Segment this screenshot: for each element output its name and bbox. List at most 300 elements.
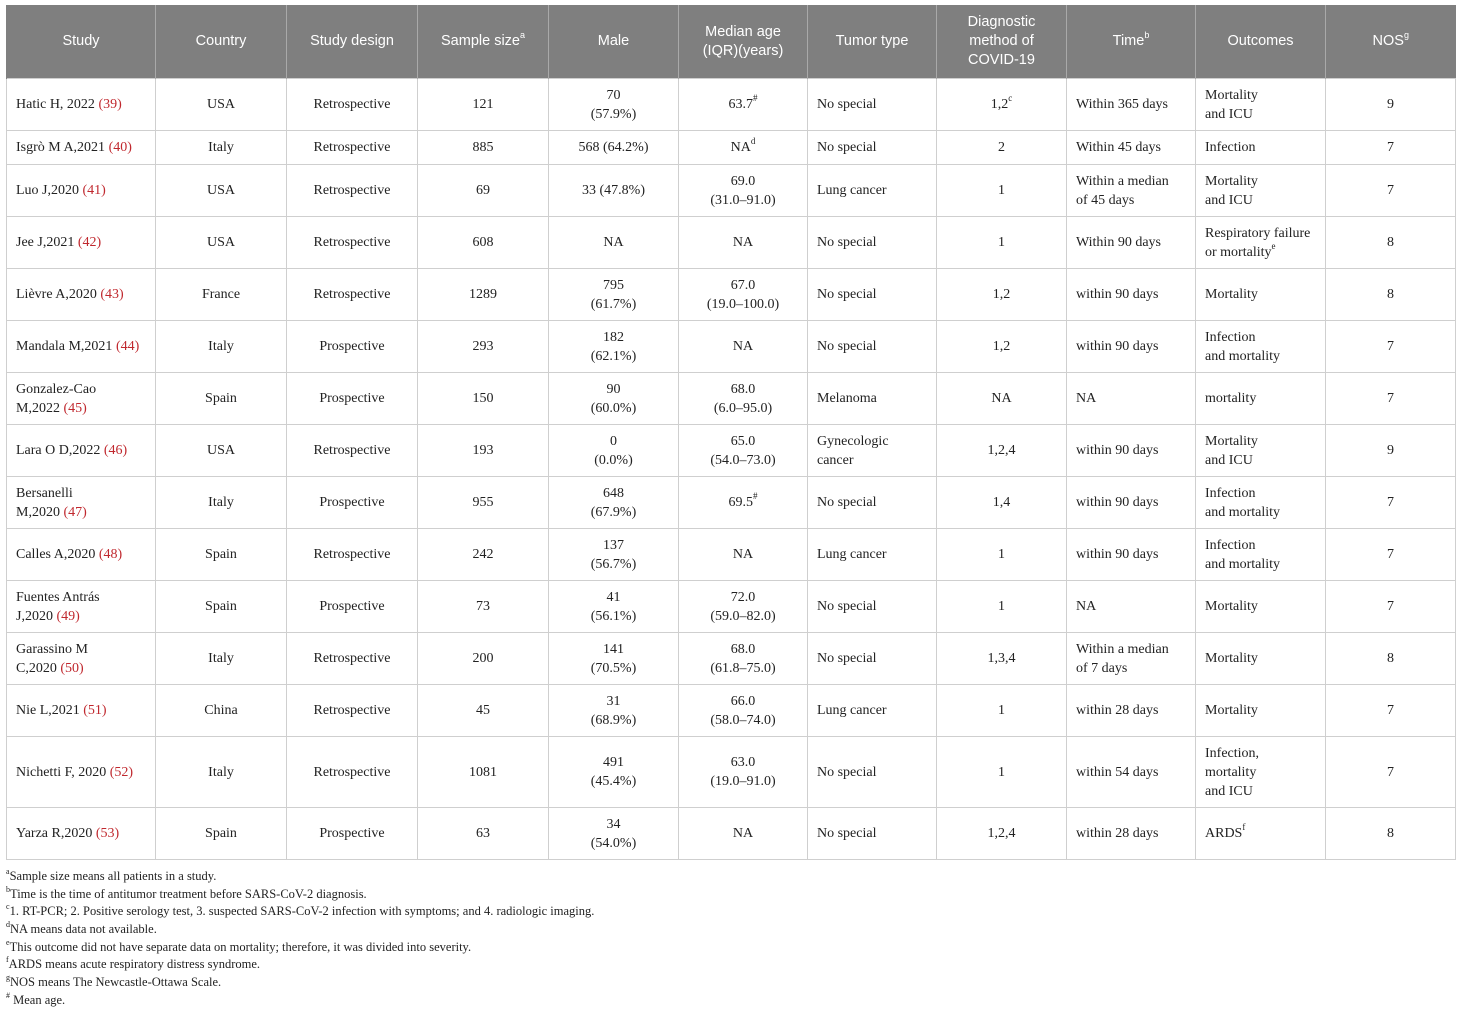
footnote	[6, 903, 1446, 921]
reference-link[interactable]: (47)	[63, 504, 87, 520]
cell-text: 70	[606, 87, 621, 103]
cell-line	[16, 640, 146, 659]
cell-outcomes	[1196, 581, 1326, 633]
cell-nos: 7	[1326, 737, 1456, 808]
cell-text: 34	[606, 816, 621, 832]
cell-text: (56.1%)	[590, 608, 637, 624]
study-name: Luo J,2020	[16, 183, 83, 198]
cell-text: No special	[817, 140, 877, 155]
cell-male	[549, 373, 679, 425]
cell-line	[688, 451, 798, 470]
cell-male	[549, 321, 679, 373]
table-footnotes	[6, 868, 1446, 1010]
cell-sample-size: 193	[418, 425, 549, 477]
cell-study	[7, 685, 156, 737]
reference-link[interactable]: (44)	[115, 339, 140, 354]
cell-time	[1067, 581, 1196, 633]
cell-study	[7, 79, 156, 131]
footnote	[6, 956, 1446, 974]
cell-text: Mortality	[1205, 173, 1258, 189]
cell-text: Lung cancer	[817, 183, 887, 198]
cell-line	[558, 181, 669, 200]
cell-nos: 7	[1326, 165, 1456, 217]
cell-tumor-type	[808, 477, 937, 529]
study-characteristics-table	[6, 5, 1456, 860]
cell-study	[7, 808, 156, 860]
reference-link[interactable]: (40)	[108, 140, 132, 155]
cell-line	[688, 191, 798, 210]
cell-country: Italy	[156, 633, 287, 685]
cell-line	[558, 347, 669, 366]
cell-tumor-type	[808, 529, 937, 581]
cell-outcomes	[1196, 633, 1326, 685]
cell-sample-size: 63	[418, 808, 549, 860]
cell-text: (54.0%)	[590, 835, 637, 851]
cell-line	[558, 451, 669, 470]
cell-text: Mortality	[1205, 287, 1258, 302]
header-sample-size: Sample size$^a$	[418, 5, 549, 79]
reference-link[interactable]: (49)	[56, 608, 80, 624]
cell-diagnostic-method	[937, 737, 1067, 808]
cell-text: Mortality	[1205, 651, 1258, 666]
cell-nos: 7	[1326, 477, 1456, 529]
reference-link[interactable]: (45)	[63, 400, 87, 416]
cell-time	[1067, 217, 1196, 269]
cell-line	[16, 380, 146, 399]
cell-country: China	[156, 685, 287, 737]
reference-link[interactable]: (46)	[103, 443, 128, 458]
cell-sample-size: 69	[418, 165, 549, 217]
cell-study	[7, 633, 156, 685]
cell-study	[7, 217, 156, 269]
cell-line	[558, 536, 669, 555]
cell-male	[549, 131, 679, 165]
cell-line	[558, 834, 669, 853]
footnote	[6, 939, 1446, 957]
header-male: Male	[549, 5, 679, 79]
cell-sample-size: 242	[418, 529, 549, 581]
cell-line	[1076, 640, 1186, 659]
cell-line	[1076, 493, 1186, 512]
cell-text: (31.0–91.0)	[710, 192, 776, 208]
footnote-marker: d	[750, 136, 756, 147]
cell-outcomes	[1196, 79, 1326, 131]
cell-line	[16, 285, 146, 304]
cell-median-age	[679, 373, 808, 425]
cell-line	[688, 233, 798, 252]
cell-text: Mortality	[1205, 599, 1258, 614]
cell-tumor-type	[808, 737, 937, 808]
cell-tumor-type	[808, 633, 937, 685]
cell-line	[817, 597, 927, 616]
cell-line	[688, 588, 798, 607]
footnote	[6, 921, 1446, 939]
cell-text: 648	[603, 485, 624, 501]
cell-text: No special	[817, 599, 877, 614]
cell-tumor-type	[808, 165, 937, 217]
header-study-design: Study design	[287, 5, 418, 79]
cell-country: USA	[156, 425, 287, 477]
cell-median-age	[679, 79, 808, 131]
cell-line	[558, 276, 669, 295]
cell-text: (67.9%)	[590, 504, 637, 520]
cell-line	[1076, 233, 1186, 252]
cell-line	[1076, 701, 1186, 720]
cell-time	[1067, 269, 1196, 321]
cell-text: Lung cancer	[817, 547, 887, 562]
table-row	[7, 165, 1456, 217]
cell-text: 141	[603, 641, 624, 657]
cell-text: (6.0–95.0)	[713, 400, 773, 416]
cell-text: within 54 days	[1076, 764, 1159, 780]
header-time: Time$^b$	[1067, 5, 1196, 79]
cell-line	[817, 451, 927, 470]
cell-text: 137	[603, 537, 624, 553]
cell-country: Italy	[156, 477, 287, 529]
cell-text: 1,4	[992, 495, 1011, 510]
cell-outcomes	[1196, 737, 1326, 808]
cell-text: (0.0%)	[594, 452, 633, 468]
cell-median-age	[679, 321, 808, 373]
table-row	[7, 737, 1456, 808]
cell-text: No special	[817, 651, 877, 666]
cell-study-design: Retrospective	[287, 269, 418, 321]
cell-country: Italy	[156, 321, 287, 373]
cell-line	[688, 659, 798, 678]
cell-median-age	[679, 425, 808, 477]
cell-text: 65.0	[730, 433, 756, 449]
reference-link[interactable]: (52)	[109, 764, 134, 780]
cell-line	[16, 824, 146, 843]
header-row	[7, 5, 1456, 79]
study-name: Lara O D,2022	[16, 443, 104, 458]
cell-line	[1076, 95, 1186, 114]
cell-line	[1205, 763, 1316, 782]
cell-tumor-type	[808, 79, 937, 131]
cell-text: and ICU	[1205, 192, 1253, 208]
footnote	[6, 992, 1446, 1010]
footnote-marker: c	[6, 902, 10, 912]
cell-line	[688, 493, 798, 512]
cell-line	[1205, 701, 1316, 720]
cell-diagnostic-method	[937, 633, 1067, 685]
study-name: C,2020	[16, 660, 61, 676]
cell-study-design: Retrospective	[287, 217, 418, 269]
cell-tumor-type	[808, 321, 937, 373]
cell-line	[558, 484, 669, 503]
cell-line	[1205, 536, 1316, 555]
cell-country: Spain	[156, 808, 287, 860]
cell-study-design: Retrospective	[287, 79, 418, 131]
cell-sample-size: 293	[418, 321, 549, 373]
cell-line	[16, 484, 146, 503]
cell-diagnostic-method	[937, 269, 1067, 321]
footnote-marker: f	[1242, 822, 1246, 833]
cell-tumor-type	[808, 373, 937, 425]
cell-median-age	[679, 737, 808, 808]
cell-outcomes	[1196, 808, 1326, 860]
cell-country: Spain	[156, 529, 287, 581]
cell-line	[16, 138, 146, 157]
cell-median-age	[679, 165, 808, 217]
cell-text: No special	[817, 235, 877, 250]
cell-line	[558, 105, 669, 124]
cell-sample-size: 150	[418, 373, 549, 425]
cell-line	[1076, 659, 1186, 678]
cell-text: No special	[817, 495, 877, 510]
footnote-marker: #	[6, 990, 10, 1000]
cell-study	[7, 529, 156, 581]
cell-text: 0	[610, 433, 617, 449]
cell-text: (59.0–82.0)	[710, 608, 776, 624]
cell-text: within 28 days	[1076, 703, 1159, 718]
cell-outcomes	[1196, 217, 1326, 269]
cell-line	[688, 772, 798, 791]
cell-text: 1	[998, 764, 1005, 780]
cell-text: 90	[606, 381, 621, 397]
cell-line	[817, 493, 927, 512]
table-row	[7, 529, 1456, 581]
cell-text: of 45 days	[1076, 192, 1135, 208]
table-row	[7, 131, 1456, 165]
cell-study	[7, 581, 156, 633]
cell-line	[558, 328, 669, 347]
reference-link[interactable]: (42)	[77, 235, 102, 250]
footnote-text: 1. RT-PCR; 2. Positive serology test, 3. suspected SARS-CoV-2 infection with symptoms; and 4. radiologic imaging.	[9, 904, 595, 919]
cell-line	[1205, 285, 1316, 304]
cell-text: Within 90 days	[1076, 235, 1161, 250]
cell-study-design: Retrospective	[287, 131, 418, 165]
cell-line	[1076, 389, 1186, 408]
cell-outcomes	[1196, 685, 1326, 737]
cell-text: 69.0	[730, 173, 756, 189]
cell-line	[1076, 285, 1186, 304]
table-row	[7, 581, 1456, 633]
cell-text: 66.0	[730, 693, 756, 709]
cell-line	[817, 285, 927, 304]
cell-study-design: Retrospective	[287, 685, 418, 737]
cell-line	[558, 588, 669, 607]
cell-male	[549, 581, 679, 633]
cell-study-design: Retrospective	[287, 165, 418, 217]
cell-text: mortality	[1205, 391, 1257, 406]
cell-study	[7, 373, 156, 425]
cell-line	[688, 753, 798, 772]
cell-time	[1067, 321, 1196, 373]
cell-text: 68.0	[730, 381, 756, 397]
study-name: Gonzalez-Cao	[16, 381, 97, 397]
cell-text: Infection	[1205, 140, 1256, 155]
cell-line	[688, 711, 798, 730]
cell-diagnostic-method	[937, 373, 1067, 425]
cell-line	[688, 380, 798, 399]
cell-line	[817, 432, 927, 451]
cell-outcomes	[1196, 321, 1326, 373]
footnote	[6, 886, 1446, 904]
cell-nos: 9	[1326, 425, 1456, 477]
cell-text: Mortality	[1205, 703, 1258, 718]
cell-time	[1067, 373, 1196, 425]
cell-text: within 28 days	[1076, 826, 1159, 841]
cell-line	[16, 399, 146, 418]
cell-text: 1	[998, 703, 1005, 718]
cell-diagnostic-method	[937, 581, 1067, 633]
cell-text: 68.0	[730, 641, 756, 657]
cell-nos: 7	[1326, 581, 1456, 633]
cell-sample-size: 73	[418, 581, 549, 633]
cell-time	[1067, 477, 1196, 529]
cell-line	[1205, 451, 1316, 470]
reference-link[interactable]: (43)	[100, 287, 124, 302]
cell-line	[558, 640, 669, 659]
cell-median-age	[679, 477, 808, 529]
cell-text: (57.9%)	[590, 106, 637, 122]
study-name: M,2022	[16, 400, 64, 416]
cell-study-design: Retrospective	[287, 529, 418, 581]
study-name: Hatic H, 2022	[16, 97, 99, 112]
cell-text: and mortality	[1205, 348, 1281, 364]
footnote-marker: c	[1008, 93, 1013, 104]
footnote-text: Sample size means all patients in a study.	[9, 869, 217, 883]
cell-nos: 7	[1326, 321, 1456, 373]
cell-line	[1205, 432, 1316, 451]
reference-link[interactable]: (50)	[60, 660, 84, 676]
cell-outcomes	[1196, 477, 1326, 529]
cell-time	[1067, 685, 1196, 737]
cell-text: 69.5	[728, 495, 753, 510]
footnote	[6, 868, 1446, 886]
cell-text: within 90 days	[1076, 443, 1159, 458]
reference-link[interactable]: (41)	[82, 183, 106, 198]
cell-line	[558, 555, 669, 574]
cell-line	[1076, 337, 1186, 356]
study-name: Nichetti F, 2020	[16, 764, 110, 780]
cell-line	[1205, 503, 1316, 522]
footnote-text: NOS means The Newcastle-Ottawa Scale.	[10, 975, 222, 990]
reference-link[interactable]: (53)	[95, 826, 120, 841]
cell-nos: 8	[1326, 217, 1456, 269]
cell-text: No special	[817, 97, 877, 112]
cell-text: (61.7%)	[590, 296, 637, 312]
cell-text: 63.7	[728, 97, 753, 112]
cell-male	[549, 529, 679, 581]
cell-diagnostic-method	[937, 217, 1067, 269]
cell-time	[1067, 425, 1196, 477]
cell-diagnostic-method	[937, 685, 1067, 737]
cell-line	[1205, 240, 1316, 262]
header-tumor-type: Tumor type	[808, 5, 937, 79]
cell-tumor-type	[808, 808, 937, 860]
cell-line	[558, 432, 669, 451]
footnote-text: Mean age.	[10, 992, 66, 1007]
cell-line	[1076, 172, 1186, 191]
reference-link[interactable]: (48)	[98, 547, 123, 562]
cell-time	[1067, 737, 1196, 808]
footnote	[6, 974, 1446, 992]
cell-nos: 7	[1326, 131, 1456, 165]
cell-line	[688, 138, 798, 157]
header-median-age: Median age (IQR)(years)	[679, 5, 808, 79]
cell-line	[16, 181, 146, 200]
cell-line	[688, 172, 798, 191]
cell-study-design: Prospective	[287, 808, 418, 860]
study-name: M,2020	[16, 504, 64, 520]
cell-nos: 7	[1326, 373, 1456, 425]
cell-line	[1205, 744, 1316, 763]
cell-line	[1205, 484, 1316, 503]
reference-link[interactable]: (39)	[98, 97, 122, 112]
cell-text: Within a median	[1076, 173, 1169, 189]
cell-text: or mortality	[1205, 244, 1272, 260]
cell-line	[1205, 224, 1316, 243]
cell-male	[549, 217, 679, 269]
cell-text: (61.8–75.0)	[710, 660, 776, 676]
cell-outcomes	[1196, 269, 1326, 321]
cell-line	[558, 233, 669, 252]
cell-diagnostic-method	[937, 477, 1067, 529]
cell-text: (45.4%)	[590, 774, 637, 789]
header-nos: NOS$^g$	[1326, 5, 1456, 79]
cell-line	[558, 753, 669, 772]
cell-line	[1205, 649, 1316, 668]
cell-outcomes	[1196, 373, 1326, 425]
cell-line	[558, 692, 669, 711]
cell-text: NA	[732, 339, 754, 354]
cell-line	[817, 337, 927, 356]
cell-text: 1,2	[990, 97, 1009, 112]
cell-text: (19.0–91.0)	[710, 774, 776, 789]
table-row	[7, 217, 1456, 269]
header-diagnostic-method: Diagnostic method of COVID-19	[937, 5, 1067, 79]
cell-tumor-type	[808, 425, 937, 477]
cell-text: NA	[603, 235, 624, 250]
table-row	[7, 321, 1456, 373]
cell-text: 2	[998, 140, 1005, 155]
cell-line	[817, 701, 927, 720]
cell-male	[549, 165, 679, 217]
table-row	[7, 633, 1456, 685]
cell-sample-size: 45	[418, 685, 549, 737]
cell-line	[688, 607, 798, 626]
cell-line	[558, 607, 669, 626]
cell-study-design: Retrospective	[287, 633, 418, 685]
cell-text: 1,2,4	[987, 826, 1016, 841]
cell-text: (68.9%)	[590, 712, 637, 728]
footnote-marker: a	[6, 866, 10, 876]
footnote-marker: e	[1271, 240, 1276, 251]
cell-country: Italy	[156, 131, 287, 165]
cell-text: (58.0–74.0)	[710, 712, 776, 728]
cell-line	[1076, 191, 1186, 210]
cell-text: Infection	[1205, 329, 1256, 345]
cell-line	[16, 233, 146, 252]
cell-line	[16, 441, 146, 460]
cell-line	[817, 763, 927, 782]
cell-text: 33 (47.8%)	[582, 183, 645, 198]
cell-line	[1205, 191, 1316, 210]
table-row	[7, 79, 1456, 131]
cell-study	[7, 425, 156, 477]
table-row	[7, 425, 1456, 477]
cell-nos: 7	[1326, 685, 1456, 737]
cell-text: No special	[817, 339, 877, 354]
cell-line	[16, 95, 146, 114]
cell-line	[688, 432, 798, 451]
footnote-marker: d	[6, 919, 10, 929]
footnote-marker: b	[6, 884, 10, 894]
reference-link[interactable]: (51)	[83, 703, 107, 718]
cell-text: 1,2,4	[987, 443, 1016, 458]
